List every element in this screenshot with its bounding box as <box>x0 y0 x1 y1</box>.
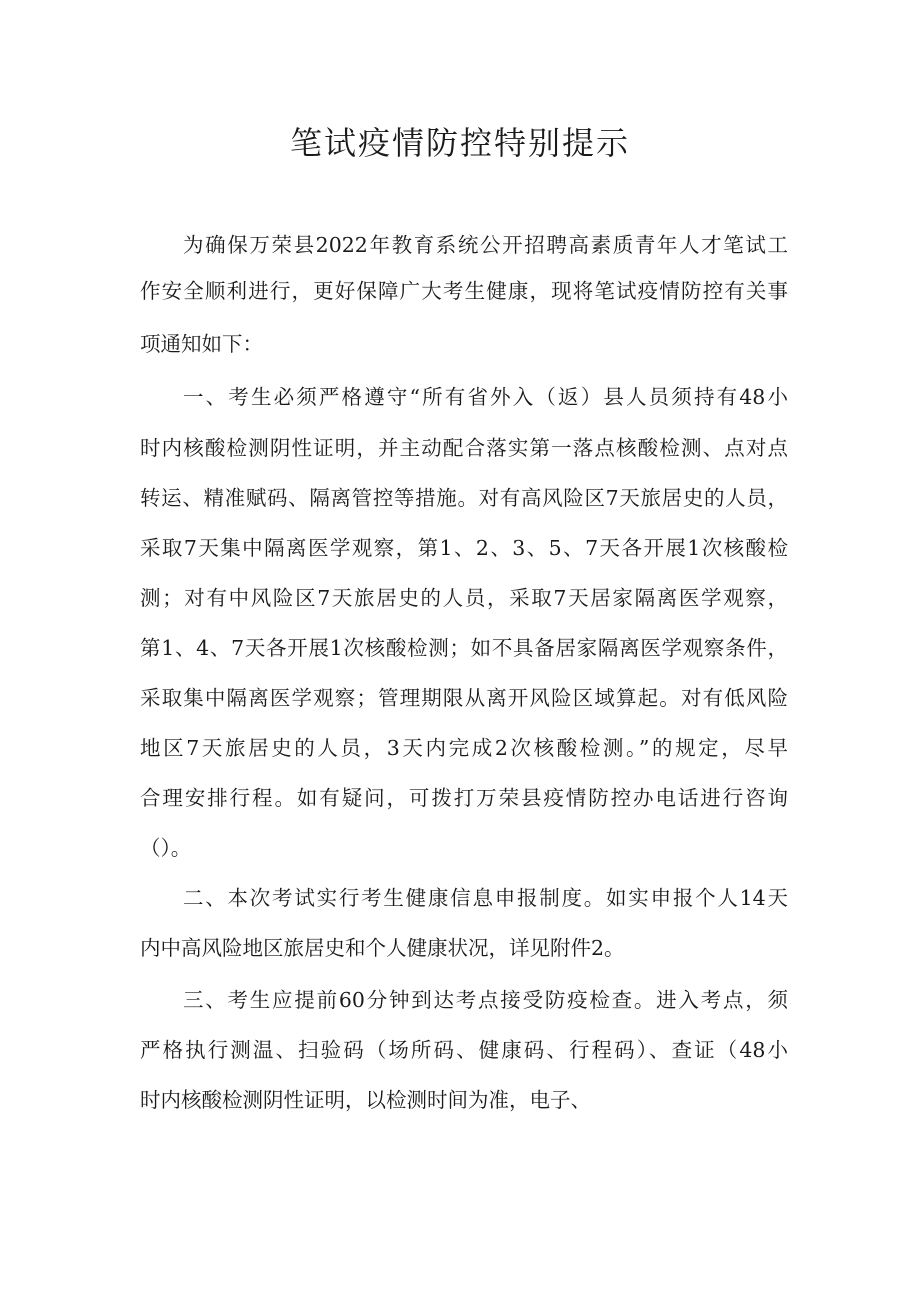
paragraph-line: 二、本次考试实行考生健康信息申报制度。如实申报个人14天 <box>183 886 788 910</box>
paragraph-line: 严格执行测温、扫验码（场所码、健康码、行程码）、查证（48小 <box>140 1038 788 1062</box>
paragraph-line: 作安全顺利进行，更好保障广大考生健康，现将笔试疫情防控有关事 <box>140 279 788 303</box>
paragraph-line: 采取集中隔离医学观察；管理期限从离开风险区域算起。对有低风险 <box>140 686 788 710</box>
paragraph-line: 合理安排行程。如有疑问，可拨打万荣县疫情防控办电话进行咨询 <box>140 786 788 810</box>
paragraph-line: 一、考生必须严格遵守“所有省外入（返）县人员须持有48小 <box>183 385 788 409</box>
document-title: 笔试疫情防控特别提示 <box>289 124 630 162</box>
paragraph-line: 项通知如下： <box>140 332 263 356</box>
paragraph-line: 采取7天集中隔离医学观察，第1、2、3、5、7天各开展1次核酸检 <box>140 536 788 560</box>
paragraph-line: 内中高风险地区旅居史和个人健康状况，详见附件2。 <box>140 936 625 960</box>
paragraph-line: 时内核酸检测阴性证明，以检测时间为准，电子、 <box>140 1088 591 1112</box>
paragraph-line: 时内核酸检测阴性证明，并主动配合落实第一落点核酸检测、点对点 <box>140 436 788 460</box>
paragraph-line: 为确保万荣县2022年教育系统公开招聘高素质青年人才笔试工 <box>183 233 788 257</box>
paragraph-line: （）。 <box>140 836 192 860</box>
paragraph-line: 转运、精准赋码、隔离管控等措施。对有高风险区7天旅居史的人员， <box>140 486 788 510</box>
paragraph-line: 地区7天旅居史的人员，3天内完成2次核酸检测。”的规定，尽早 <box>140 736 788 760</box>
paragraph-line: 测；对有中风险区7天旅居史的人员，采取7天居家隔离医学观察， <box>140 586 788 610</box>
paragraph-line: 三、考生应提前60分钟到达考点接受防疫检查。进入考点，须 <box>183 988 788 1012</box>
paragraph-line: 第1、4、7天各开展1次核酸检测；如不具备居家隔离医学观察条件， <box>140 636 788 660</box>
